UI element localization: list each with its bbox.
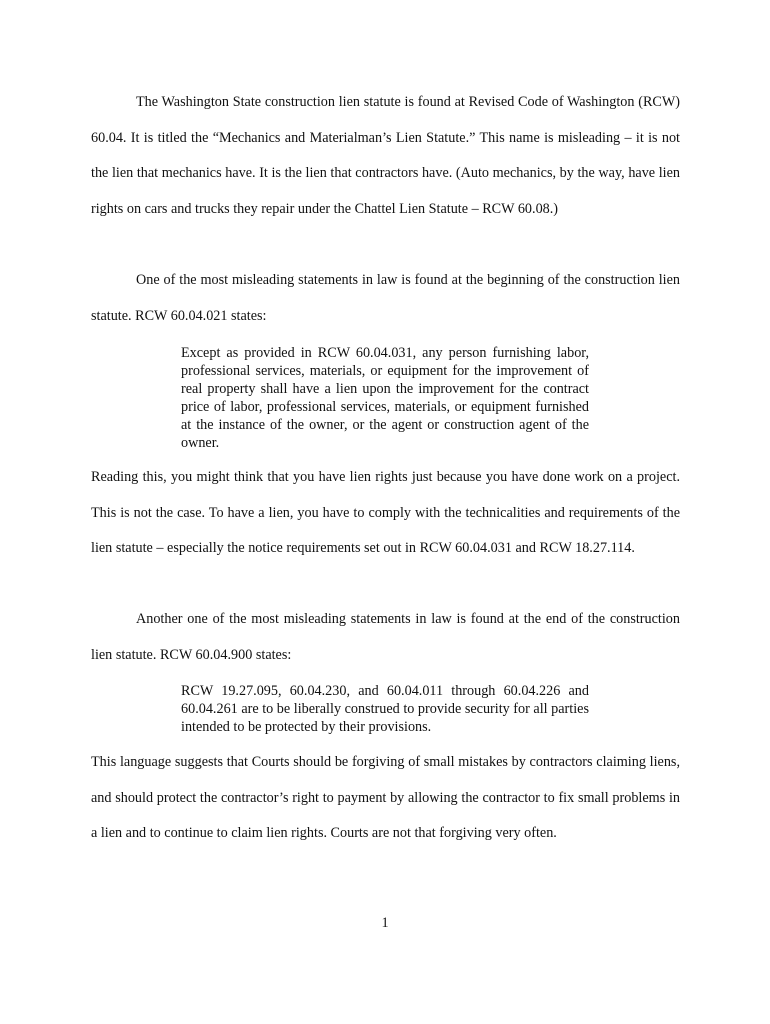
block-quote-rcw-60-04-900: RCW 19.27.095, 60.04.230, and 60.04.011 through 60.04.226 and 60.04.261 are to be liberally construed to provide security for all parties intended to be protected by their provisions. [181,683,589,735]
paragraph-language-suggests: This language suggests that Courts should be forgiving of small mistakes by contractors claiming liens, and should protect the contractor’s right to payment by allowing the contractor to fix small problems in a lien and to continue to claim lien rights. Courts are not that forgiving very often. [91,754,680,841]
paragraph-misleading-beginning: One of the most misleading statements in law is found at the beginning of the construction lien statute. RCW 60.04.021 states: [91,272,680,324]
page-number: 1 [381,915,389,931]
paragraph-reading-this: Reading this, you might think that you have lien rights just because you have done work on a project. This is not the case. To have a lien, you have to comply with the technicalities and requirements of the lien statute – especially the notice requirements set out in RCW 60.04.031 and RCW 18.27.114. [91,469,680,556]
block-quote-rcw-60-04-021: Except as provided in RCW 60.04.031, any person furnishing labor, professional services, materials, or equipment for the improvement of real property shall have a lien upon the improvement for the contract price of labor, professional services, materials, or equipment furnished at the instance of the owner, or the agent or construction agent of the owner. [181,345,589,451]
paragraph-lien-statute-intro: The Washington State construction lien statute is found at Revised Code of Washington (RCW) 60.04. It is titled the “Mechanics and Materialman’s Lien Statute.” This name is misleading – it is not the lien that mechanics have. It is the lien that contractors have. (Auto mechanics, by the way, have lien rights on cars and trucks they repair under the Chattel Lien Statute – RCW 60.08.) [91,94,680,217]
paragraph-misleading-end: Another one of the most misleading statements in law is found at the end of the construction lien statute. RCW 60.04.900 states: [91,611,680,663]
